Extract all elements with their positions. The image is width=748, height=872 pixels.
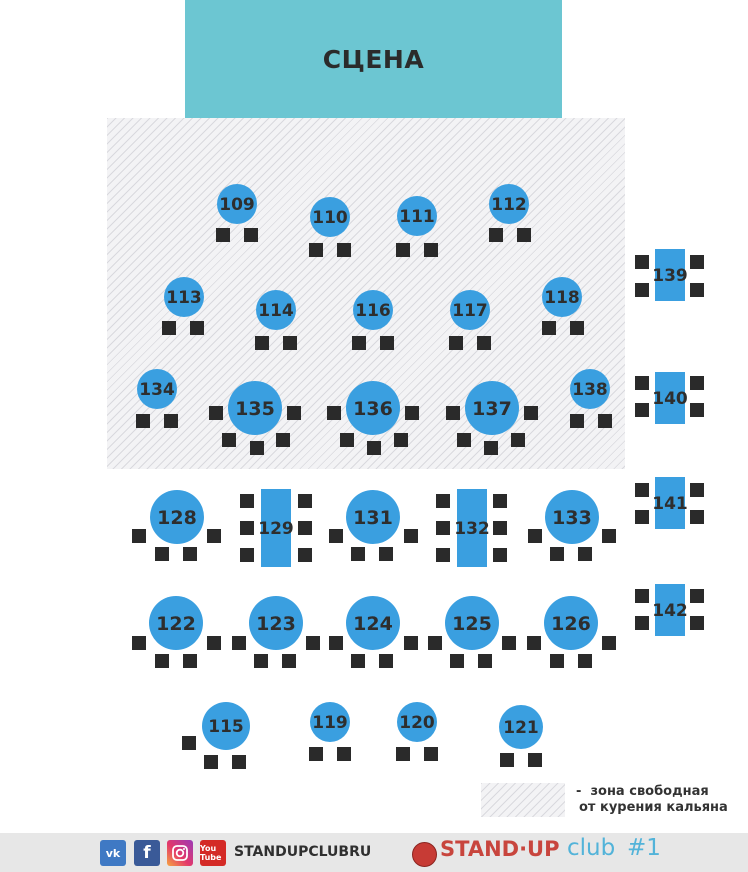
chair-141-3[interactable]	[635, 510, 649, 524]
chair-126-1[interactable]	[527, 636, 541, 650]
table-number-117: 117	[452, 301, 488, 321]
legend-text	[576, 784, 728, 816]
chair-122-4[interactable]	[183, 654, 197, 668]
chair-131-2[interactable]	[404, 529, 418, 543]
table-number-126: 126	[551, 613, 591, 635]
chair-134-1[interactable]	[136, 414, 150, 428]
table-number-121: 121	[503, 718, 539, 738]
club-logo-text: STAND·UP	[440, 837, 560, 861]
table-132[interactable]	[436, 489, 507, 567]
chair-133-1[interactable]	[528, 529, 542, 543]
social-handle[interactable]: STANDUPCLUBRU	[234, 844, 372, 860]
table-117[interactable]	[449, 290, 491, 350]
table-140[interactable]	[635, 372, 704, 424]
vk-icon-text: vk	[105, 846, 121, 860]
chair-115-2[interactable]	[204, 755, 218, 769]
table-113[interactable]	[162, 277, 204, 335]
chair-119-1[interactable]	[309, 747, 323, 761]
table-136[interactable]	[327, 381, 419, 455]
chair-132-2[interactable]	[493, 494, 507, 508]
chair-139-3[interactable]	[635, 283, 649, 297]
table-123[interactable]	[232, 596, 320, 668]
chair-133-4[interactable]	[578, 547, 592, 561]
chair-121-1[interactable]	[500, 753, 514, 767]
chair-132-6[interactable]	[493, 548, 507, 562]
instagram-glyph	[171, 844, 189, 862]
table-141[interactable]	[635, 477, 704, 529]
table-number-140: 140	[652, 389, 688, 409]
chair-140-2[interactable]	[690, 376, 704, 390]
chair-118-1[interactable]	[542, 321, 556, 335]
chair-123-4[interactable]	[282, 654, 296, 668]
instagram-icon[interactable]	[167, 840, 193, 866]
chair-122-1[interactable]	[132, 636, 146, 650]
chair-136-4[interactable]	[367, 441, 381, 455]
table-number-132: 132	[454, 519, 490, 539]
chair-136-1[interactable]	[327, 406, 341, 420]
table-number-134: 134	[139, 380, 175, 400]
table-number-120: 120	[399, 713, 435, 733]
chair-126-2[interactable]	[602, 636, 616, 650]
table-number-124: 124	[353, 613, 393, 635]
footer	[0, 833, 748, 872]
chair-126-3[interactable]	[550, 654, 564, 668]
table-number-115: 115	[208, 717, 244, 737]
legend-dash: -	[576, 784, 582, 799]
chair-115-3[interactable]	[232, 755, 246, 769]
chair-116-2[interactable]	[380, 336, 394, 350]
chair-110-1[interactable]	[309, 243, 323, 257]
table-118[interactable]	[542, 277, 584, 335]
table-number-119: 119	[312, 713, 348, 733]
table-142[interactable]	[635, 584, 704, 636]
table-number-118: 118	[544, 288, 580, 308]
chair-119-2[interactable]	[337, 747, 351, 761]
chair-114-1[interactable]	[255, 336, 269, 350]
chair-133-3[interactable]	[550, 547, 564, 561]
table-120[interactable]	[396, 702, 438, 761]
chair-137-1[interactable]	[446, 406, 460, 420]
table-number-131: 131	[353, 507, 393, 529]
table-number-109: 109	[219, 195, 255, 215]
table-122[interactable]	[132, 596, 221, 668]
chair-114-2[interactable]	[283, 336, 297, 350]
table-number-122: 122	[156, 613, 196, 635]
chair-138-2[interactable]	[598, 414, 612, 428]
chair-121-2[interactable]	[528, 753, 542, 767]
chair-133-2[interactable]	[602, 529, 616, 543]
chair-131-4[interactable]	[379, 547, 393, 561]
chair-139-1[interactable]	[635, 255, 649, 269]
chair-142-3[interactable]	[635, 616, 649, 630]
chair-137-2[interactable]	[524, 406, 538, 420]
chair-113-1[interactable]	[162, 321, 176, 335]
chair-124-3[interactable]	[351, 654, 365, 668]
youtube-icon-text: You Tube	[200, 844, 222, 862]
chair-116-1[interactable]	[352, 336, 366, 350]
chair-123-1[interactable]	[232, 636, 246, 650]
chair-142-1[interactable]	[635, 589, 649, 603]
table-109[interactable]	[216, 184, 258, 242]
table-number-123: 123	[256, 613, 296, 635]
chair-128-1[interactable]	[132, 529, 146, 543]
chair-136-2[interactable]	[405, 406, 419, 420]
chair-139-2[interactable]	[690, 255, 704, 269]
chair-142-4[interactable]	[690, 616, 704, 630]
table-number-136: 136	[353, 398, 393, 420]
table-126[interactable]	[527, 596, 616, 668]
youtube-icon[interactable]	[200, 840, 226, 866]
chair-111-1[interactable]	[396, 243, 410, 257]
legend-line-2: от курения кальяна	[579, 800, 728, 815]
table-number-113: 113	[166, 288, 202, 308]
chair-125-2[interactable]	[502, 636, 516, 650]
chair-125-1[interactable]	[428, 636, 442, 650]
chair-111-2[interactable]	[424, 243, 438, 257]
table-number-135: 135	[235, 398, 275, 420]
chair-137-5[interactable]	[511, 433, 525, 447]
table-number-142: 142	[652, 601, 688, 621]
stage-label: СЦЕНА	[322, 44, 425, 74]
chair-141-2[interactable]	[690, 483, 704, 497]
table-number-141: 141	[652, 494, 688, 514]
chair-123-2[interactable]	[306, 636, 320, 650]
chair-124-2[interactable]	[404, 636, 418, 650]
table-139[interactable]	[635, 249, 704, 301]
chair-122-3[interactable]	[155, 654, 169, 668]
chair-118-2[interactable]	[570, 321, 584, 335]
table-133[interactable]	[528, 490, 616, 561]
chair-135-4[interactable]	[250, 441, 264, 455]
chair-135-2[interactable]	[287, 406, 301, 420]
table-number-128: 128	[157, 507, 197, 529]
chair-128-2[interactable]	[207, 529, 221, 543]
table-number-137: 137	[472, 398, 512, 420]
chair-117-1[interactable]	[449, 336, 463, 350]
chair-137-4[interactable]	[484, 441, 498, 455]
table-121[interactable]	[499, 705, 543, 767]
chair-132-4[interactable]	[493, 521, 507, 535]
chair-109-1[interactable]	[216, 228, 230, 242]
chair-137-3[interactable]	[457, 433, 471, 447]
table-number-139: 139	[652, 266, 688, 286]
chair-129-1[interactable]	[240, 494, 254, 508]
chair-126-4[interactable]	[578, 654, 592, 668]
chair-110-2[interactable]	[337, 243, 351, 257]
club-logo-badge	[412, 842, 437, 867]
table-125[interactable]	[428, 596, 516, 668]
table-number-111: 111	[399, 207, 435, 227]
table-134[interactable]	[136, 369, 178, 428]
chair-124-1[interactable]	[329, 636, 343, 650]
table-number-110: 110	[312, 208, 348, 228]
table-137[interactable]	[446, 381, 538, 455]
vk-icon[interactable]	[100, 840, 126, 866]
chair-128-4[interactable]	[183, 547, 197, 561]
table-128[interactable]	[132, 490, 221, 561]
table-111[interactable]	[396, 196, 438, 257]
chair-140-3[interactable]	[635, 403, 649, 417]
chair-136-5[interactable]	[394, 433, 408, 447]
chair-141-1[interactable]	[635, 483, 649, 497]
chair-140-4[interactable]	[690, 403, 704, 417]
chair-129-3[interactable]	[240, 521, 254, 535]
chair-135-5[interactable]	[276, 433, 290, 447]
table-number-125: 125	[452, 613, 492, 635]
chair-117-2[interactable]	[477, 336, 491, 350]
table-119[interactable]	[309, 702, 351, 761]
chair-128-3[interactable]	[155, 547, 169, 561]
chair-125-3[interactable]	[450, 654, 464, 668]
chair-131-3[interactable]	[351, 547, 365, 561]
table-number-112: 112	[491, 195, 527, 215]
legend-line-1: зона свободная	[590, 784, 709, 799]
table-135[interactable]	[209, 381, 301, 455]
table-131[interactable]	[329, 490, 418, 561]
chair-136-3[interactable]	[340, 433, 354, 447]
table-129[interactable]	[240, 489, 312, 567]
chair-135-3[interactable]	[222, 433, 236, 447]
table-number-114: 114	[258, 301, 294, 321]
chair-140-1[interactable]	[635, 376, 649, 390]
chair-135-1[interactable]	[209, 406, 223, 420]
table-number-133: 133	[552, 507, 592, 529]
chair-139-4[interactable]	[690, 283, 704, 297]
chair-120-1[interactable]	[396, 747, 410, 761]
chair-112-2[interactable]	[517, 228, 531, 242]
table-116[interactable]	[352, 290, 394, 350]
chair-141-4[interactable]	[690, 510, 704, 524]
facebook-icon[interactable]	[134, 840, 160, 866]
table-110[interactable]	[309, 197, 351, 257]
table-138[interactable]	[570, 369, 612, 428]
table-112[interactable]	[489, 184, 531, 242]
chair-123-3[interactable]	[254, 654, 268, 668]
chair-124-4[interactable]	[379, 654, 393, 668]
table-115[interactable]	[182, 702, 250, 769]
table-124[interactable]	[329, 596, 418, 668]
chair-125-4[interactable]	[478, 654, 492, 668]
chair-131-1[interactable]	[329, 529, 343, 543]
chair-129-4[interactable]	[298, 521, 312, 535]
chair-122-2[interactable]	[207, 636, 221, 650]
chair-129-2[interactable]	[298, 494, 312, 508]
table-number-129: 129	[258, 519, 294, 539]
club-logo-number: #1	[627, 835, 661, 861]
chair-134-2[interactable]	[164, 414, 178, 428]
chair-109-2[interactable]	[244, 228, 258, 242]
chair-112-1[interactable]	[489, 228, 503, 242]
chair-113-2[interactable]	[190, 321, 204, 335]
table-number-116: 116	[355, 301, 391, 321]
club-logo-club: club	[567, 835, 616, 861]
chair-132-3[interactable]	[436, 521, 450, 535]
chair-142-2[interactable]	[690, 589, 704, 603]
legend-swatch	[481, 783, 565, 817]
table-number-138: 138	[572, 380, 608, 400]
chair-132-5[interactable]	[436, 548, 450, 562]
chair-138-1[interactable]	[570, 414, 584, 428]
chair-129-6[interactable]	[298, 548, 312, 562]
chair-132-1[interactable]	[436, 494, 450, 508]
facebook-icon-text: f	[143, 843, 151, 863]
chair-129-5[interactable]	[240, 548, 254, 562]
chair-115-1[interactable]	[182, 736, 196, 750]
chair-120-2[interactable]	[424, 747, 438, 761]
table-114[interactable]	[255, 290, 297, 350]
